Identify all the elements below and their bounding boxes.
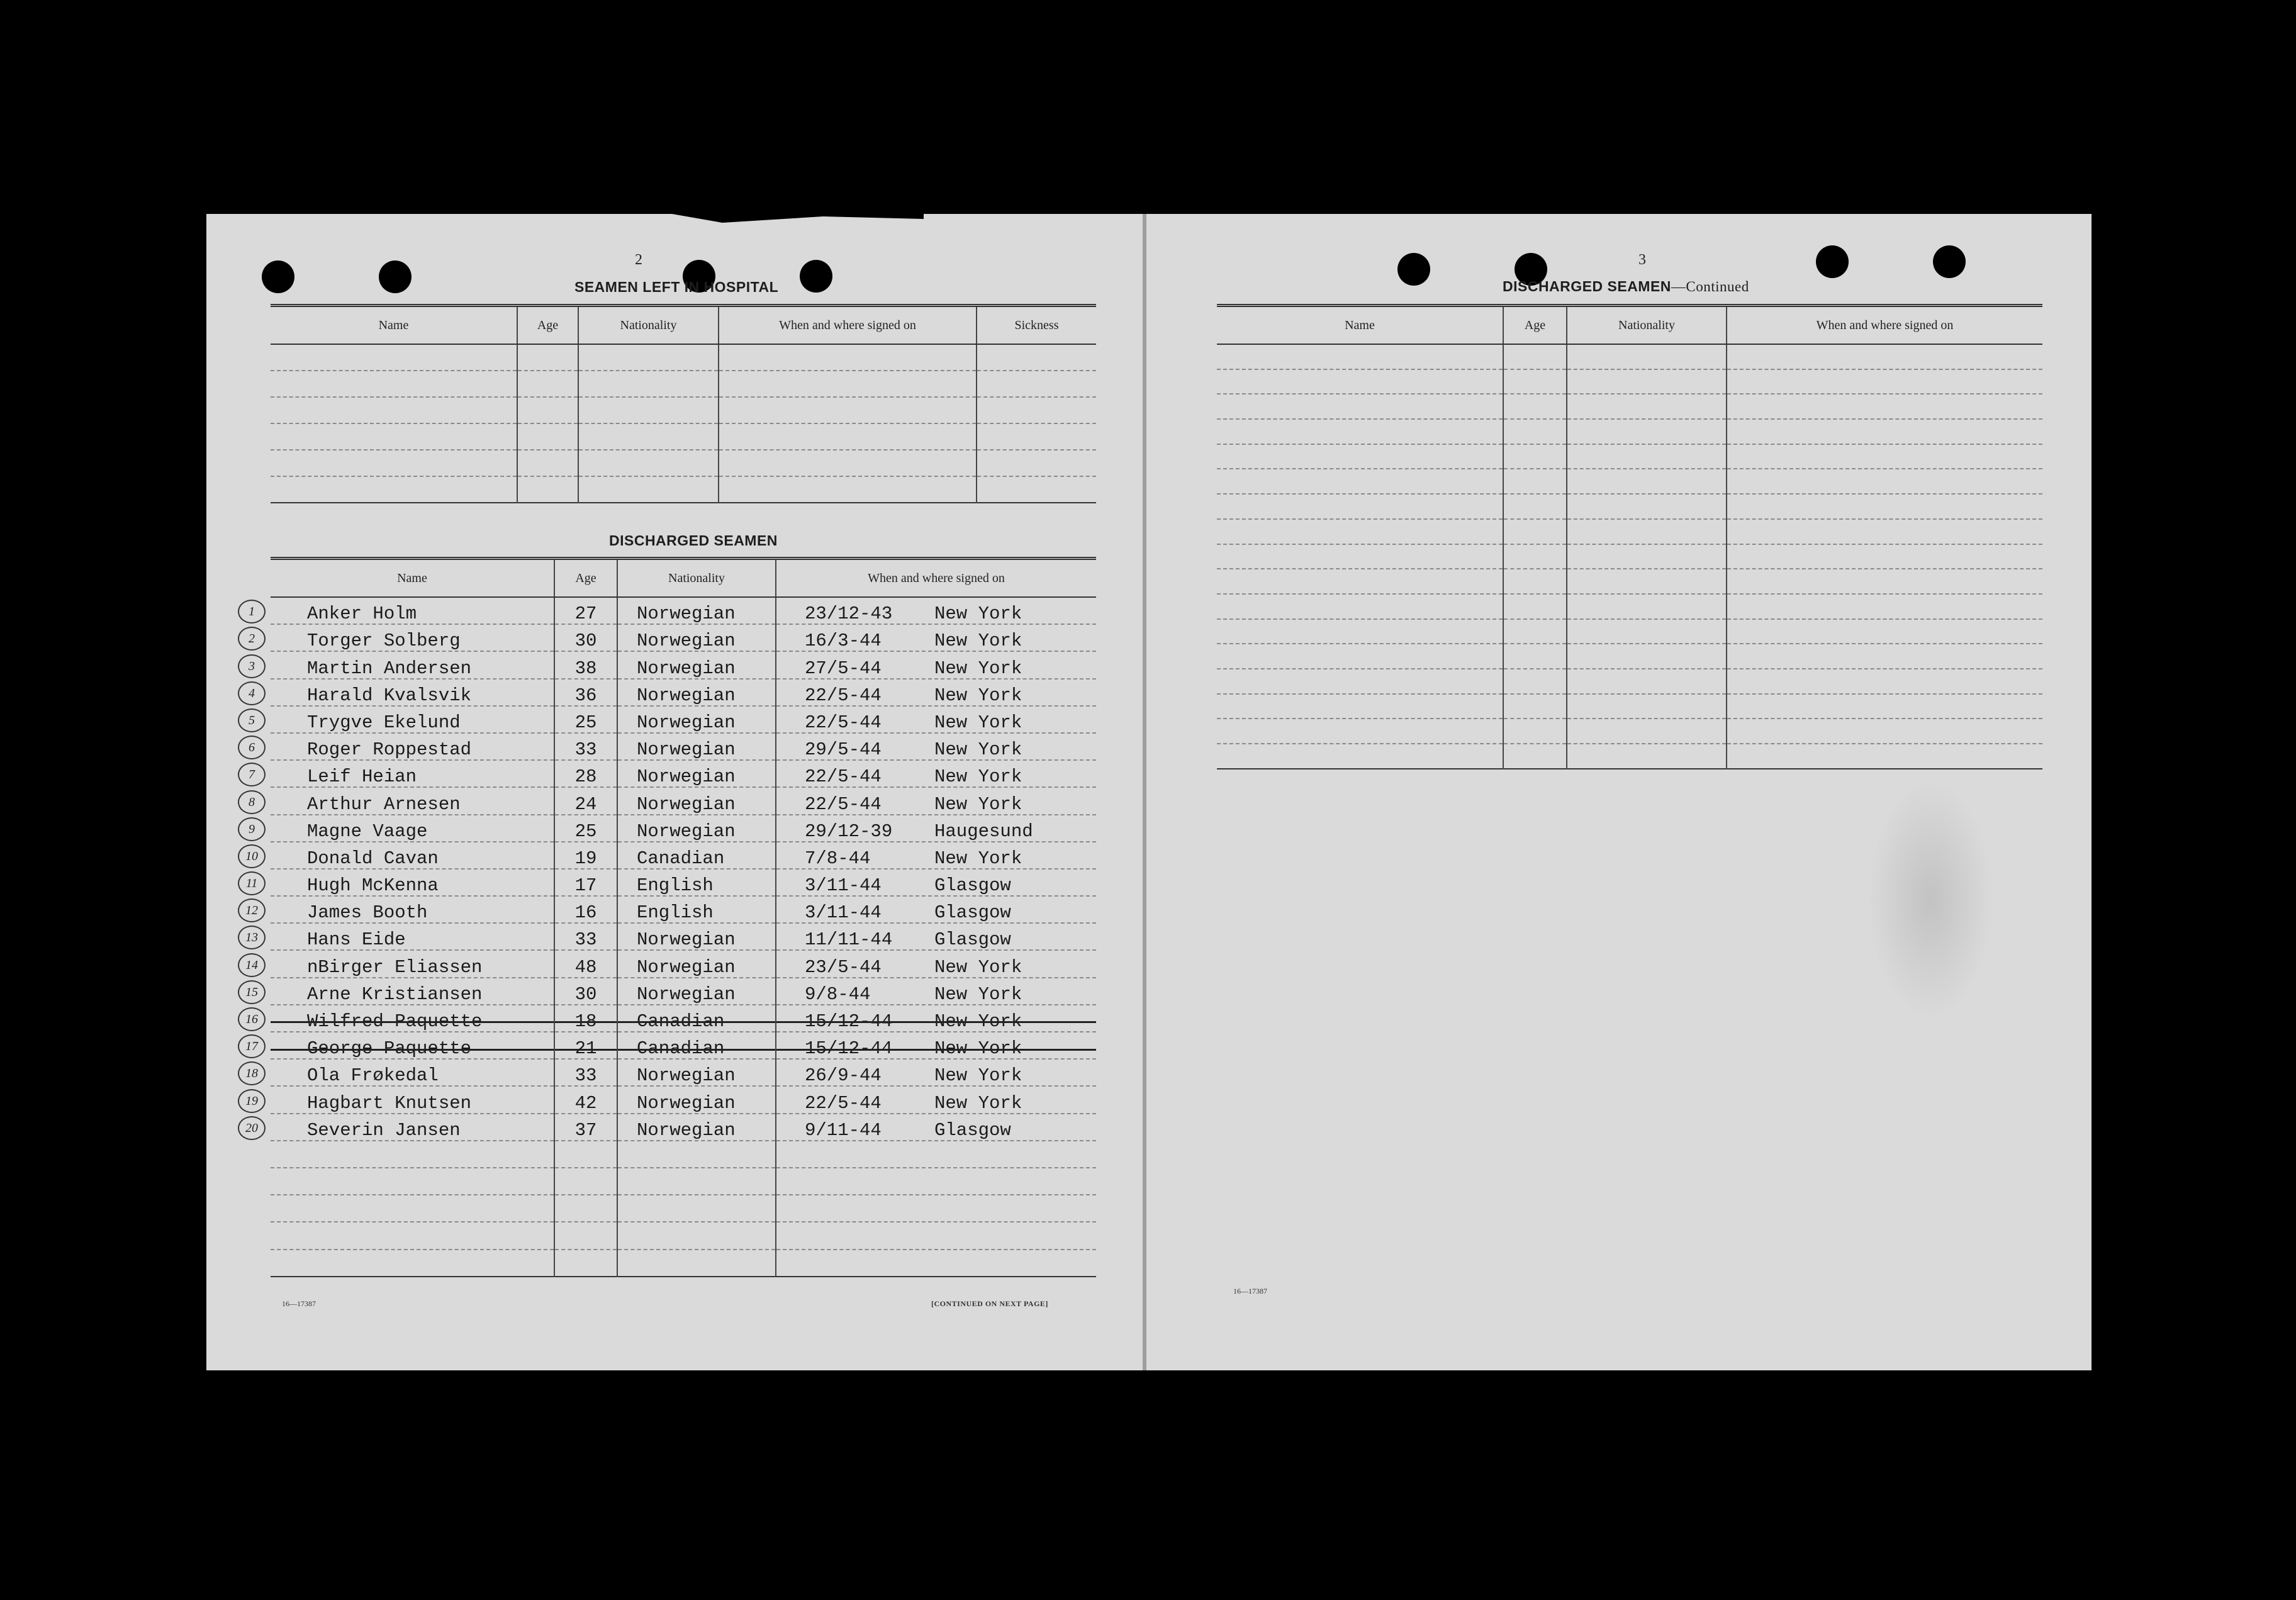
nationality-cell: Norwegian [617,1086,776,1113]
blank-row [1217,619,2042,644]
signed-on-place: New York [934,1065,1022,1087]
seaman-name: Harald Kvalsvik [307,685,472,706]
discharged-continued-title [1503,278,1749,295]
nationality-cell: English [617,869,776,896]
blank-row [1217,644,2042,669]
age-cell: 17 [554,869,617,896]
punch-hole [1816,245,1849,278]
signed-on-date: 9/8-44 [805,983,871,1005]
blank-row [1217,394,2042,419]
table-row [271,896,1096,923]
punch-hole [1397,253,1430,286]
nationality-cell: Norwegian [617,760,776,787]
column-header: Age [1503,306,1567,345]
row-number-circle: 8 [238,790,266,814]
seaman-name: Roger Roppestad [307,739,472,761]
signed-on-cell [776,787,1096,814]
row-number-circle: 10 [238,844,266,868]
signed-on-cell [776,651,1096,678]
row-number-circle: 12 [238,898,266,922]
nationality-cell: Norwegian [617,1059,776,1086]
torn-edge [672,211,924,237]
form-number: 16—17387 [282,1299,316,1308]
blank-row [1217,419,2042,444]
row-number-circle: 5 [238,708,266,732]
blank-row [1217,344,2042,369]
blank-row [1217,544,2042,569]
age-cell: 33 [554,923,617,950]
signed-on-date: 29/12-39 [805,820,893,842]
nationality-cell: Norwegian [617,950,776,977]
table-row [271,733,1096,760]
column-header: When and where signed on [1727,306,2042,345]
blank-row [271,1168,1096,1195]
signed-on-date: 15/12-44 [805,1038,893,1060]
seaman-name: Arne Kristiansen [307,983,483,1005]
signed-on-date: 23/12-43 [805,603,893,625]
row-number-circle: 2 [238,627,266,651]
signed-on-date: 27/5-44 [805,657,882,679]
signed-on-date: 3/11-44 [805,875,882,897]
blank-row [1217,669,2042,694]
age-cell: 30 [554,624,617,651]
table-row [271,1032,1096,1059]
row-number-circle: 6 [238,736,266,759]
name-cell [249,706,554,733]
hospital-table [271,304,1096,503]
signed-on-date: 22/5-44 [805,685,882,706]
seaman-name: Anker Holm [307,603,417,625]
signed-on-place: New York [934,657,1022,679]
name-cell [245,869,554,897]
table-row [271,679,1096,706]
column-header: Nationality [578,306,719,345]
nationality-cell: Norwegian [617,978,776,1005]
signed-on-place: New York [934,685,1022,706]
table-row [271,1086,1096,1113]
table-row [271,950,1096,977]
name-cell [245,842,554,869]
seaman-name: Trygve Ekelund [307,712,461,733]
form-number: 16—17387 [1233,1287,1267,1295]
signed-on-date: 22/5-44 [805,766,882,788]
nationality-cell: Norwegian [617,624,776,651]
nationality-cell: Norwegian [617,923,776,950]
row-number-circle: 19 [238,1089,266,1113]
column-header: Name [271,306,517,345]
blank-row [1217,369,2042,394]
discharged-table [245,557,1096,1277]
nationality-cell: Norwegian [617,597,776,624]
punch-hole [800,260,832,293]
blank-row [271,450,1096,476]
signed-on-place: New York [934,739,1022,761]
age-cell: 33 [554,1059,617,1086]
blank-row [1217,694,2042,719]
blank-row [271,371,1096,397]
nationality-cell: English [617,896,776,923]
punch-hole [379,260,412,293]
seaman-name: Wilfred Paquette [307,1011,483,1032]
seaman-name: nBirger Eliassen [307,956,483,978]
row-number-circle: 20 [238,1116,266,1140]
nationality-cell: Norwegian [617,651,776,678]
name-cell [249,760,554,788]
blank-row [271,344,1096,371]
seaman-name: Hans Eide [307,929,406,951]
page-number: 3 [1638,252,1646,268]
signed-on-cell [776,896,1096,923]
name-cell [245,1032,554,1060]
name-cell [249,679,554,706]
signed-on-cell [776,869,1096,896]
signed-on-place: Glasgow [934,902,1011,924]
column-header: Sickness [977,306,1096,345]
age-cell: 18 [554,1005,617,1032]
name-cell [245,1059,554,1087]
name-cell [245,923,554,951]
signed-on-cell [776,760,1096,787]
column-header: When and where signed on [776,559,1096,598]
nationality-cell: Norwegian [617,787,776,814]
seaman-name: Leif Heian [307,766,417,788]
nationality-cell: Canadian [617,1005,776,1032]
name-cell [249,624,554,652]
blank-row [271,1141,1096,1168]
blank-row [1217,469,2042,494]
name-cell [245,978,554,1005]
table-row [271,869,1096,896]
signed-on-cell [776,815,1096,842]
discharged-section-title: DISCHARGED SEAMEN [609,532,778,549]
blank-row [271,1250,1096,1277]
signed-on-cell [776,1059,1096,1086]
table-row [271,597,1096,624]
row-number-circle: 18 [238,1061,266,1085]
name-cell [245,1005,554,1032]
signed-on-place: New York [934,848,1022,869]
signed-on-date: 9/11-44 [805,1119,882,1141]
signed-on-date: 22/5-44 [805,1092,882,1114]
name-cell [245,1114,554,1141]
document-sheet [206,214,2092,1370]
signed-on-cell [776,1032,1096,1059]
hospital-section-title: SEAMEN LEFT IN HOSPITAL [574,279,779,295]
table-row [271,923,1096,950]
page-number: 2 [635,252,642,268]
seaman-name: Ola Frøkedal [307,1065,439,1087]
title-continued: —Continued [1671,279,1749,294]
name-cell [245,1086,554,1114]
signed-on-cell [776,733,1096,760]
row-number-circle: 11 [238,871,266,895]
blank-row [1217,494,2042,519]
row-number-circle: 9 [238,817,266,841]
age-cell: 25 [554,706,617,733]
blank-row [271,476,1096,503]
seaman-name: Arthur Arnesen [307,793,461,815]
blank-row [271,1222,1096,1249]
seaman-name: Magne Vaage [307,820,428,842]
signed-on-place: Glasgow [934,1119,1011,1141]
signed-on-date: 7/8-44 [805,848,871,869]
seaman-name: Donald Cavan [307,848,439,869]
age-cell: 38 [554,651,617,678]
signed-on-cell [776,1005,1096,1032]
age-cell: 19 [554,842,617,869]
table-row [271,651,1096,678]
age-cell: 48 [554,950,617,977]
signed-on-cell [776,1114,1096,1141]
signed-on-date: 16/3-44 [805,630,882,652]
column-header: Nationality [617,559,776,598]
name-cell [249,733,554,761]
blank-row [1217,519,2042,544]
blank-row [1217,569,2042,594]
column-header: Nationality [1567,306,1727,345]
age-cell: 25 [554,815,617,842]
page-fold [1143,214,1146,1370]
signed-on-place: New York [934,956,1022,978]
seaman-name: Martin Andersen [307,657,472,679]
nationality-cell: Norwegian [617,815,776,842]
nationality-cell: Canadian [617,1032,776,1059]
seaman-name: Hugh McKenna [307,875,439,897]
nationality-cell: Norwegian [617,679,776,706]
signed-on-place: New York [934,1011,1022,1032]
table-row [271,787,1096,814]
row-number-circle: 3 [238,654,266,678]
signed-on-place: New York [934,630,1022,652]
age-cell: 36 [554,679,617,706]
seaman-name: Severin Jansen [307,1119,461,1141]
table-row [271,978,1096,1005]
seaman-name: James Booth [307,902,428,924]
age-cell: 24 [554,787,617,814]
nationality-cell: Norwegian [617,706,776,733]
seaman-name: Torger Solberg [307,630,461,652]
signed-on-place: New York [934,603,1022,625]
title-main: DISCHARGED SEAMEN [1503,278,1671,294]
row-number-circle: 1 [238,600,266,624]
signed-on-place: New York [934,766,1022,788]
blank-row [1217,719,2042,744]
signed-on-date: 11/11-44 [805,929,893,951]
column-header: Name [271,559,554,598]
continued-note: [CONTINUED ON NEXT PAGE] [931,1299,1048,1308]
row-number-circle: 4 [238,681,266,705]
signed-on-cell [776,679,1096,706]
signed-on-cell [776,950,1096,977]
age-cell: 28 [554,760,617,787]
blank-row [271,423,1096,450]
table-row [271,1059,1096,1086]
signed-on-cell [776,624,1096,651]
column-header: Age [517,306,578,345]
signed-on-cell [776,1086,1096,1113]
signed-on-date: 15/12-44 [805,1011,893,1032]
signed-on-place: Glasgow [934,929,1011,951]
signed-on-place: Glasgow [934,875,1011,897]
signed-on-cell [776,978,1096,1005]
row-number-circle: 16 [238,1007,266,1031]
signed-on-date: 22/5-44 [805,793,882,815]
nationality-cell: Norwegian [617,733,776,760]
signed-on-cell [776,706,1096,733]
signed-on-cell [776,597,1096,624]
seaman-name: George Paquette [307,1038,472,1060]
signed-on-cell [776,923,1096,950]
column-header: Age [554,559,617,598]
signed-on-date: 3/11-44 [805,902,882,924]
table-row [271,815,1096,842]
age-cell: 21 [554,1032,617,1059]
seaman-name: Hagbart Knutsen [307,1092,472,1114]
signed-on-cell [776,842,1096,869]
signed-on-date: 23/5-44 [805,956,882,978]
signed-on-place: Haugesund [934,820,1033,842]
nationality-cell: Canadian [617,842,776,869]
signed-on-date: 26/9-44 [805,1065,882,1087]
signed-on-place: New York [934,983,1022,1005]
blank-row [271,1195,1096,1222]
age-cell: 27 [554,597,617,624]
table-row [271,760,1096,787]
name-cell [249,651,554,679]
name-cell [249,815,554,842]
signed-on-date: 29/5-44 [805,739,882,761]
signed-on-place: New York [934,1038,1022,1060]
punch-hole [262,260,294,293]
discharged-continued-table [1217,304,2042,769]
signed-on-place: New York [934,712,1022,733]
signed-on-date: 22/5-44 [805,712,882,733]
row-number-circle: 13 [238,926,266,949]
name-cell [245,896,554,924]
table-row [271,1005,1096,1032]
column-header: Name [1217,306,1503,345]
row-number-circle: 17 [238,1034,266,1058]
blank-row [1217,594,2042,619]
row-number-circle: 15 [238,980,266,1004]
age-cell: 33 [554,733,617,760]
row-number-circle: 7 [238,763,266,786]
name-cell [245,950,554,978]
table-row [271,706,1096,733]
bleed-through-stain [1868,780,1993,1019]
column-header: When and where signed on [719,306,977,345]
age-cell: 42 [554,1086,617,1113]
age-cell: 16 [554,896,617,923]
age-cell: 30 [554,978,617,1005]
table-row [271,624,1096,651]
blank-row [1217,744,2042,769]
blank-row [271,397,1096,423]
blank-row [1217,444,2042,469]
nationality-cell: Norwegian [617,1114,776,1141]
age-cell: 37 [554,1114,617,1141]
name-cell [249,787,554,815]
punch-hole [1933,245,1966,278]
signed-on-place: New York [934,1092,1022,1114]
signed-on-place: New York [934,793,1022,815]
table-row [271,842,1096,869]
name-cell [249,597,554,625]
table-row [271,1114,1096,1141]
row-number-circle: 14 [238,953,266,977]
